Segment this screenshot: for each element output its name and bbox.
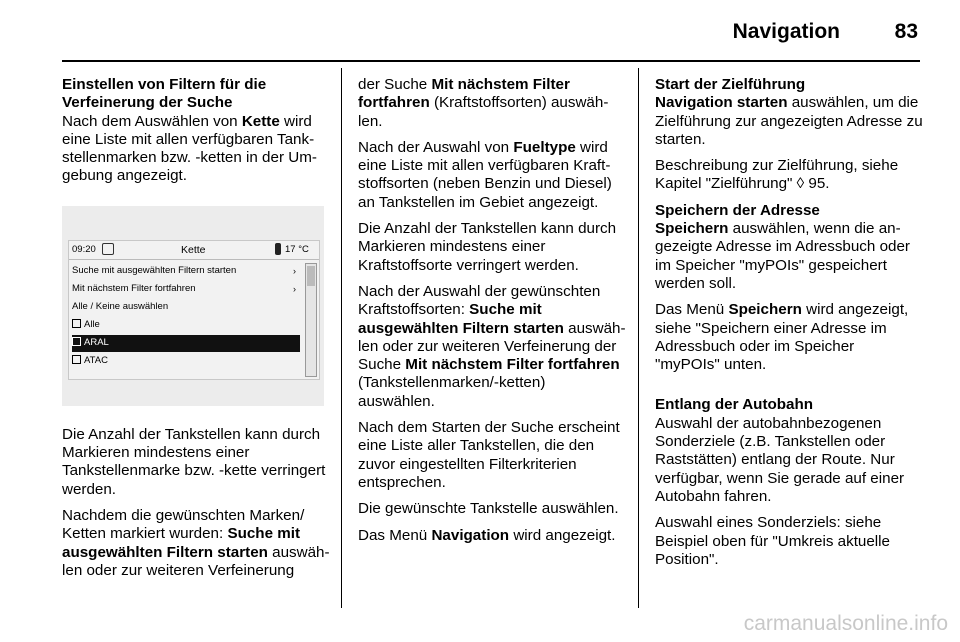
text: (Kraftstoffsorten) auswählen. (358, 94, 609, 130)
menu-item-checkbox-aral[interactable] (72, 335, 300, 352)
menu-item-label: Alle (84, 318, 100, 330)
paragraph: Nach dem Starten der Suche erscheint eine Liste aller Tankstellen, die den zuvor eingestellten Filterkriterien entsprechen. (358, 419, 620, 491)
text: wird eine Liste mit allen verfügbaren Kraftstoffsorten (neben Benzin und Diesel) an Tankstellen im Gebiet angezeigt. (358, 138, 612, 211)
chevron-right-icon: › (293, 283, 296, 294)
paragraph: Die Anzahl der Tankstellen kann durch Markieren mindestens einer Tankstellenmarke bzw. -kette verringert werden. (62, 425, 326, 498)
text: 95. (804, 175, 830, 193)
header-rule (62, 60, 920, 62)
text: wird angezeigt. (509, 526, 616, 544)
paragraph (655, 202, 923, 293)
menu-item-select-all[interactable] (72, 299, 300, 316)
watermark: carmanualsonline.info (743, 612, 948, 635)
column-1 (62, 76, 330, 588)
paragraph (358, 139, 626, 212)
menu-item-label: Mit nächstem Filter fortfahren (72, 282, 196, 294)
screen-status-bar (69, 241, 319, 260)
paragraph: Die gewünschte Tankstelle auswählen. (358, 500, 619, 518)
text: Nach dem Auswählen von (62, 112, 242, 130)
text: der Suche (358, 76, 432, 93)
paragraph (358, 527, 626, 545)
section-heading-filter: Einstellen von Filtern für die Verfeinerung der Suche (62, 76, 267, 112)
thermometer-icon (275, 243, 281, 255)
checked-checkbox-icon (72, 337, 81, 346)
text: auswählen, wenn die angezeigte Adresse im Adressbuch oder im Speicher "myPOIs" gespeichert werden soll. (655, 220, 910, 292)
checkbox-icon (72, 319, 81, 328)
text: auswählen oder zur weiteren Verfeinerung der Suche (358, 319, 626, 374)
scrollbar-thumb[interactable] (307, 266, 315, 286)
text: auswählen, um die Zielführung zur angezeigten Adresse zu starten. (655, 94, 923, 148)
scrollbar[interactable] (305, 263, 317, 377)
menu-item-label: Alle / Keine auswählen (72, 300, 169, 312)
page-header (0, 16, 960, 56)
menu-term: Speichern (728, 301, 802, 319)
menu-item-label: ARAL (84, 336, 109, 348)
menu-term: Suche mit ausgewählten Filtern starten (358, 301, 564, 337)
menu-item-checkbox-atac[interactable] (72, 353, 300, 370)
menu-term: Navigation starten (655, 94, 788, 112)
section-heading-highway: Entlang der Autobahn (655, 396, 814, 414)
clock-icon (102, 243, 114, 255)
menu-item-label: Suche mit ausgewählten Filtern starten (72, 264, 237, 276)
text: Nachdem die gewünschten Marken/ Ketten markiert wurden: (62, 506, 305, 543)
paragraph (655, 301, 923, 374)
menu-item-search-filters[interactable] (72, 263, 300, 280)
page-title: Navigation (732, 20, 840, 43)
clock-time: 09:20 (72, 243, 96, 255)
column-2 (358, 76, 626, 553)
menu-term: Mit nächstem Filter fortfahren (405, 356, 620, 374)
text: wird angezeigt, siehe "Speichern einer Adresse im Adressbuch oder im Speicher "myPOIs" unten. (655, 301, 909, 374)
text: Beschreibung zur Zielführung, siehe Kapitel "Zielführung" (655, 157, 899, 193)
paragraph (655, 157, 923, 194)
menu-term: Fueltype (513, 138, 576, 156)
menu-item-checkbox-alle[interactable] (72, 317, 300, 334)
checkbox-icon (72, 355, 81, 364)
text: Das Menü (655, 301, 729, 319)
text: wird eine Liste mit allen verfügbaren Tankstellenmarken bzw. -ketten in der Umgebung angezeigt. (62, 112, 317, 185)
page-number: 83 (894, 20, 918, 43)
text: Nach der Auswahl der gewünschten Kraftstoffsorten: (358, 282, 601, 319)
paragraph (655, 396, 923, 506)
column-3 (655, 76, 923, 577)
menu-item-next-filter[interactable] (72, 281, 300, 298)
text: Das Menü (358, 526, 432, 544)
display-screenshot (62, 206, 324, 406)
section-paragraph (62, 76, 330, 186)
paragraph: Die Anzahl der Tankstellen kann durch Markieren mindestens einer Kraftstoffsorte verringert werden. (358, 220, 617, 274)
menu-term: Suche mit ausgewählten Filtern starten (62, 525, 301, 561)
menu-term: Speichern (655, 220, 729, 238)
text: Nach der Auswahl von (358, 138, 514, 156)
paragraph (655, 76, 923, 149)
infotainment-screen (68, 240, 320, 380)
menu-term: Navigation (431, 526, 510, 544)
chevron-right-icon: › (293, 265, 296, 276)
column-divider-1 (341, 68, 342, 608)
paragraph (358, 283, 626, 411)
column-divider-2 (638, 68, 639, 608)
menu-item-label: ATAC (84, 354, 108, 366)
screen-title: Kette (181, 243, 206, 256)
menu-term: Kette (241, 112, 280, 130)
text: Auswahl der autobahnbezogenen Sonderziele (z.B. Tankstellen oder Raststätten) entlang der Route. Nur verfügbar, wenn Sie gerade auf einer Autobahn fahren. (655, 414, 905, 505)
paragraph (358, 76, 626, 131)
page-reference-icon: ◊ (796, 175, 805, 193)
section-heading-start: Start der Zielführung (655, 76, 806, 93)
paragraph (62, 507, 330, 580)
section-heading-save: Speichern der Adresse (655, 201, 820, 219)
paragraph: Auswahl eines Sonderziels: siehe Beispiel oben für "Umkreis aktuelle Position". (655, 514, 890, 568)
text: (Tankstellenmarken/-ketten) auswählen. (358, 374, 546, 410)
text: auswählen oder zur weiteren Verfeinerung (62, 543, 330, 579)
temperature: 17 °C (285, 243, 309, 255)
menu-term: Mit nächstem Filter fortfahren (358, 76, 570, 112)
